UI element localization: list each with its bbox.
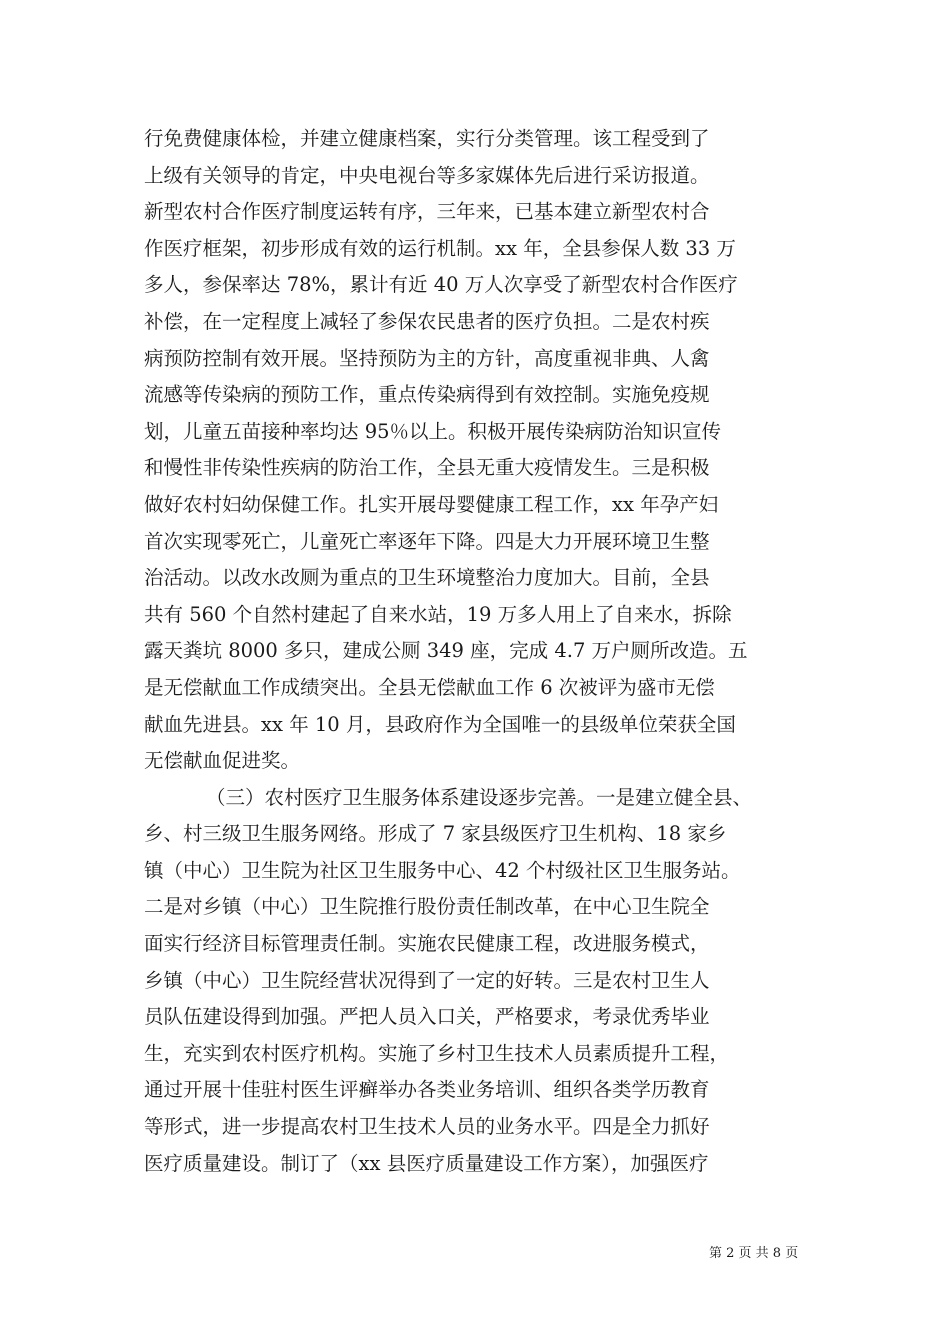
text-line: 病预防控制有效开展。坚持预防为主的方针，高度重视非典、人禽 (144, 346, 710, 370)
text-line: 流感等传染病的预防工作，重点传染病得到有效控制。实施免疫规 (144, 383, 710, 407)
text-line: 医疗质量建设。制订了（xx 县医疗质量建设工作方案），加强医疗 (144, 1151, 709, 1175)
text-line: 和慢性非传染性疾病的防治工作，全县无重大疫情发生。三是积极 (144, 456, 710, 480)
text-line: 多人，参保率达 78%，累计有近 40 万人次享受了新型农村合作医疗 (144, 273, 738, 297)
text-line: 行免费健康体检，并建立健康档案，实行分类管理。该工程受到了 (144, 127, 710, 150)
text-line: 乡镇（中心）卫生院经营状况得到了一定的好转。三是农村卫生人 (144, 968, 710, 992)
text-line: 献血先进县。xx 年 10 月，县政府作为全国唯一的县级单位荣获全国 (144, 712, 736, 736)
text-line: 做好农村妇幼保健工作。扎实开展母婴健康工程工作，xx 年孕产妇 (144, 492, 719, 516)
text-line: 乡、村三级卫生服务网络。形成了 7 家县级医疗卫生机构、18 家乡 (144, 822, 727, 846)
text-line: 划，儿童五苗接种率均达 95％以上。积极开展传染病防治知识宣传 (144, 419, 722, 443)
text-line: 镇（中心）卫生院为社区卫生服务中心、42 个村级社区卫生服务站。 (144, 858, 741, 882)
text-line: 新型农村合作医疗制度运转有序，三年来，已基本建立新型农村合 (144, 200, 710, 224)
text-line: 生，充实到农村医疗机构。实施了乡村卫生技术人员素质提升工程， (144, 1041, 730, 1065)
text-line: 是无偿献血工作成绩突出。全县无偿献血工作 6 次被评为盛市无偿 (144, 675, 715, 699)
text-line: 通过开展十佳驻村医生评癣举办各类业务培训、组织各类学历教育 (144, 1078, 710, 1102)
text-line: 首次实现零死亡，儿童死亡率逐年下降。四是大力开展环境卫生整 (144, 529, 710, 553)
text-line: 等形式，进一步提高农村卫生技术人员的业务水平。四是全力抓好 (144, 1115, 710, 1139)
text-line: 治活动。以改水改厕为重点的卫生环境整治力度加大。目前，全县 (144, 566, 710, 590)
text-line: 作医疗框架，初步形成有效的运行机制。xx 年，全县参保人数 33 万 (144, 236, 736, 260)
page-number: 第 2 页 共 8 页 (709, 1246, 799, 1261)
text-line: 面实行经济目标管理责任制。实施农民健康工程，改进服务模式， (144, 932, 710, 956)
text-line: 共有 560 个自然村建起了自来水站，19 万多人用上了自来水，拆除 (144, 602, 732, 626)
text-line: 露天粪坑 8000 多只，建成公厕 349 座，完成 4.7 万户厕所改造。五 (144, 639, 748, 663)
text-line: 补偿，在一定程度上减轻了参保农民患者的医疗负担。二是农村疾 (144, 309, 710, 333)
text-line: 无偿献血促进奖。 (144, 749, 301, 773)
section-heading-line: （三）农村医疗卫生服务体系建设逐步完善。一是建立健全县、 (206, 785, 753, 809)
body-text (144, 121, 810, 1182)
text-line: 上级有关领导的肯定，中央电视台等多家媒体先后进行采访报道。 (144, 163, 710, 187)
text-line: 员队伍建设得到加强。严把人员入口关，严格要求，考录优秀毕业 (144, 1005, 710, 1029)
text-line: 二是对乡镇（中心）卫生院推行股份责任制改革，在中心卫生院全 (144, 895, 710, 919)
